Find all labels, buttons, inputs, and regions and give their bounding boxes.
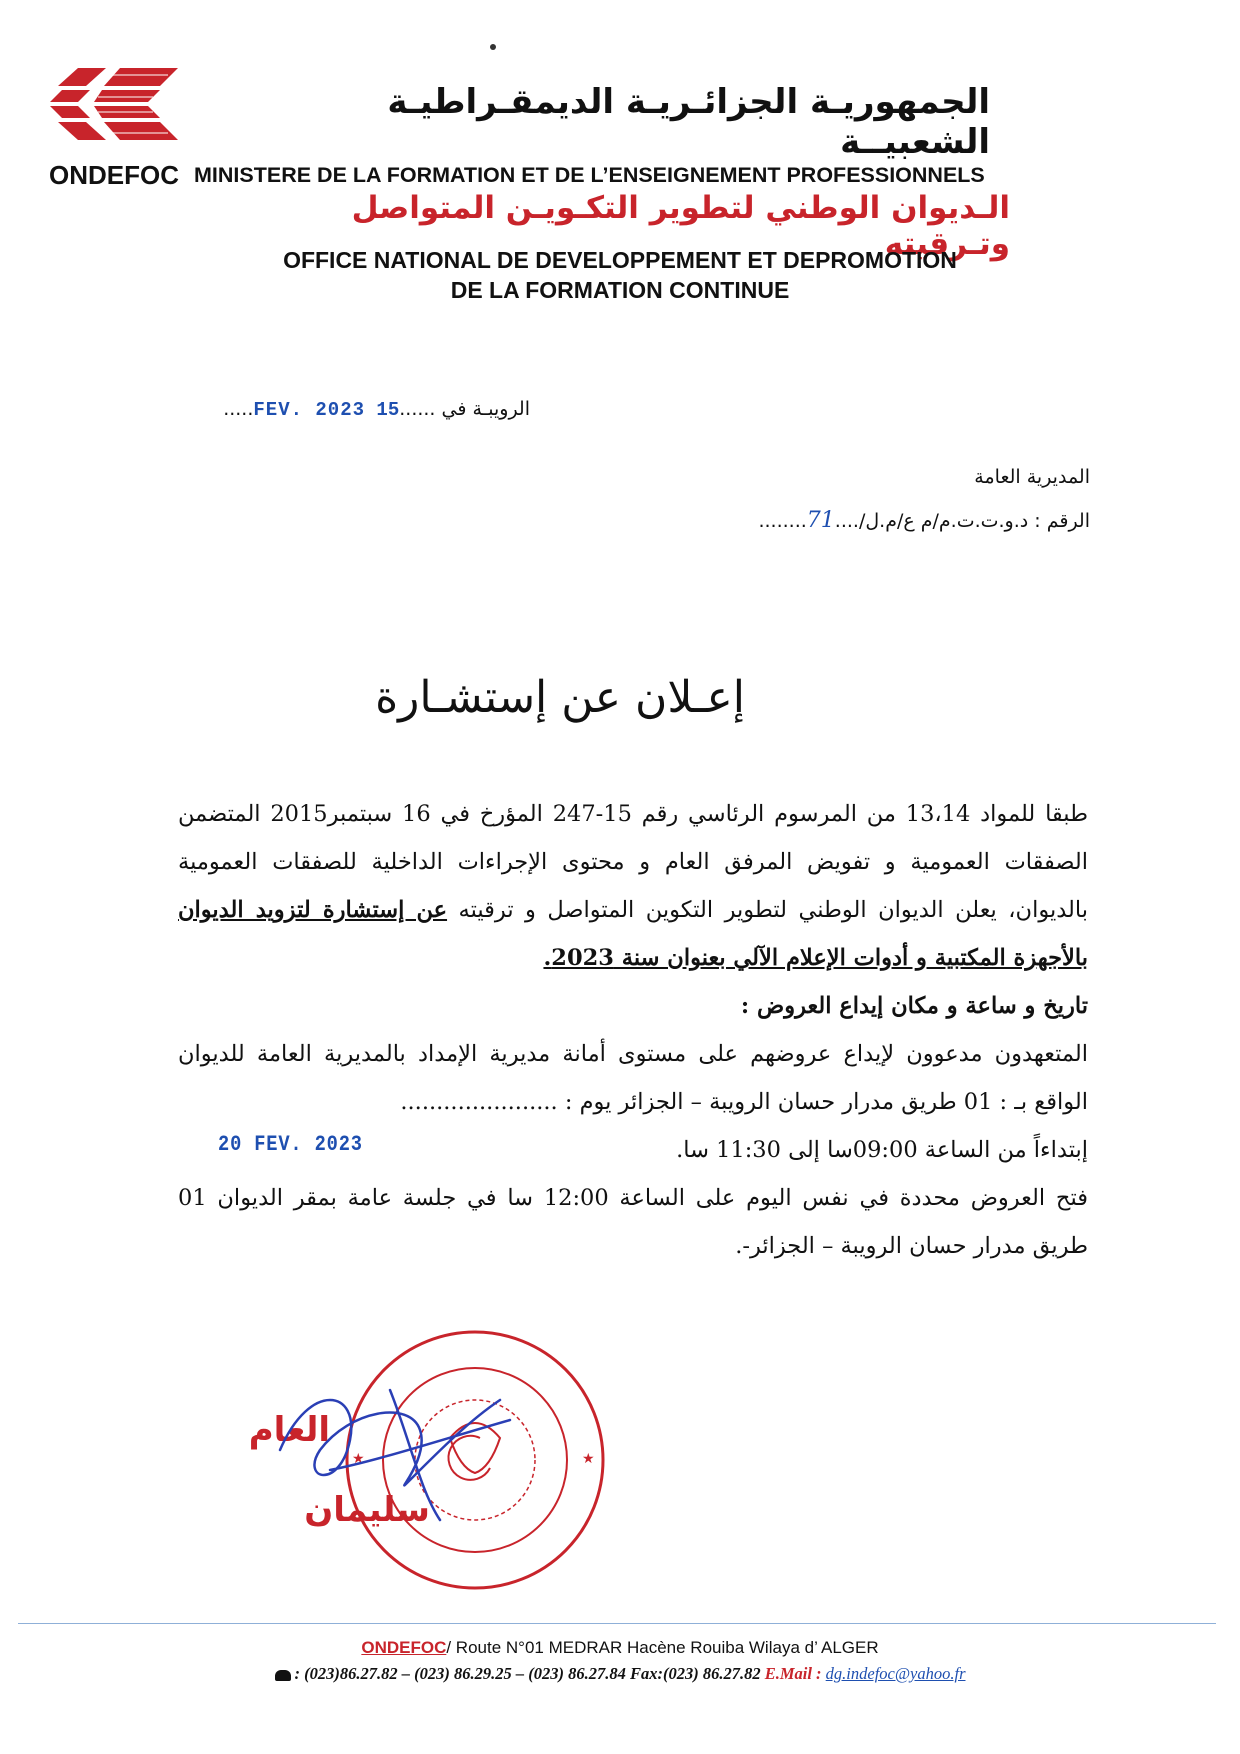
section-title-deposit: تاريخ و ساعة و مكان إيداع العروض : — [740, 993, 1088, 1019]
footer-email-link[interactable]: dg.indefoc@yahoo.fr — [825, 1664, 966, 1683]
footer-contacts — [0, 1664, 1240, 1684]
place-date-line: الرويبـة في ......15 FEV. 2023..... — [223, 398, 530, 421]
ondefoc-logo — [48, 64, 180, 190]
footer-divider — [18, 1623, 1216, 1624]
footer-address-text: / Route N°01 MEDRAR Hacène Rouiba Wilaya d’ ALGER — [446, 1638, 879, 1657]
announcement-body — [178, 790, 1088, 1270]
place-prefix: الرويبـة في — [441, 398, 530, 420]
scan-dot — [490, 44, 496, 50]
office-title-fr — [160, 245, 1080, 305]
consultation-subject: عن إستشارة لتزويد الديوان بالأجهزة المكتبية و أدوات الإعلام الآلي بعنوان سنة 2023. — [178, 897, 1088, 971]
paragraph-deposit: المتعهدون مدعوون لإيداع عروضهم على مستوى أمانة مديرية الإمداد بالمديرية العامة للديوان الواقع بـ : 01 طريق مدرار حسان الرويبة – الجزائر يوم : ...................... — [178, 1041, 1088, 1115]
directorate-label: المديرية العامة — [974, 466, 1090, 488]
footer-email-label: E.Mail : — [764, 1664, 822, 1683]
date-stamp: 15 FEV. 2023 — [253, 399, 400, 421]
signatory-title: العام — [248, 1410, 330, 1450]
footer-address — [0, 1638, 1240, 1658]
office-title-fr-line2: DE LA FORMATION CONTINUE — [450, 277, 790, 303]
svg-text:★: ★ — [352, 1451, 365, 1467]
svg-text:★: ★ — [582, 1451, 595, 1467]
phone-icon — [275, 1670, 291, 1681]
logo-emblem-icon — [48, 64, 180, 156]
document-title: إعـلان عن إستشـارة — [375, 672, 745, 723]
reference-number: 71 — [806, 508, 835, 533]
handwritten-signature-icon — [270, 1360, 530, 1540]
ministry-title-fr: MINISTERE DE LA FORMATION ET DE L’ENSEIGNEMENT PROFESSIONNELS — [194, 163, 985, 187]
logo-text: ONDEFOC — [49, 160, 179, 190]
paragraph-hours: إبتداءاً من الساعة 09:00سا إلى 11:30 سا. — [676, 1137, 1088, 1163]
deposit-date-stamp: 20 FEV. 2023 — [218, 1132, 363, 1157]
paragraph-opening: فتح العروض محددة في نفس اليوم على الساعة 12:00 سا في جلسة عامة بمقر الديوان 01 طريق مدرار حسان الرويبة – الجزائر-. — [178, 1185, 1088, 1259]
office-title-fr-line1: OFFICE NATIONAL DE DEVELOPPEMENT ET DEPROMOTION — [283, 247, 957, 273]
republic-title-ar: الجمهوريـة الجزائـريـة الديمقـراطيـة الشعبيــة — [387, 82, 990, 162]
footer-brand: ONDEFOC — [361, 1638, 447, 1657]
office-title-ar: الـديوان الوطني لتطوير التكـويـن المتواصل وتـرقيته — [351, 190, 1010, 262]
paragraph-legal-basis-text: طبقا للمواد 13،14 من المرسوم الرئاسي رقم 15-247 المؤرخ في 16 سبتمبر2015 المتضمن الصفقات العمومية و تفويض المرفق العام و محتوى الإجراءات الداخلية للصفقات العمومية بالديوان، يعلن الديوان الوطني لتطوير التكوين المتواصل و ترقيته — [178, 801, 1089, 923]
paragraph-legal-basis — [178, 790, 1088, 982]
reference-label: الرقم : د.و.ت.ت.م/م ع/م.ل/ — [858, 510, 1090, 532]
reference-line: الرقم : د.و.ت.ت.م/م ع/م.ل/....71........ — [758, 508, 1090, 533]
signatory-name: سليمان — [304, 1490, 430, 1530]
footer-phones: : (023)86.27.82 – (023) 86.29.25 – (023) 86.27.84 Fax:(023) 86.27.82 — [294, 1664, 761, 1683]
